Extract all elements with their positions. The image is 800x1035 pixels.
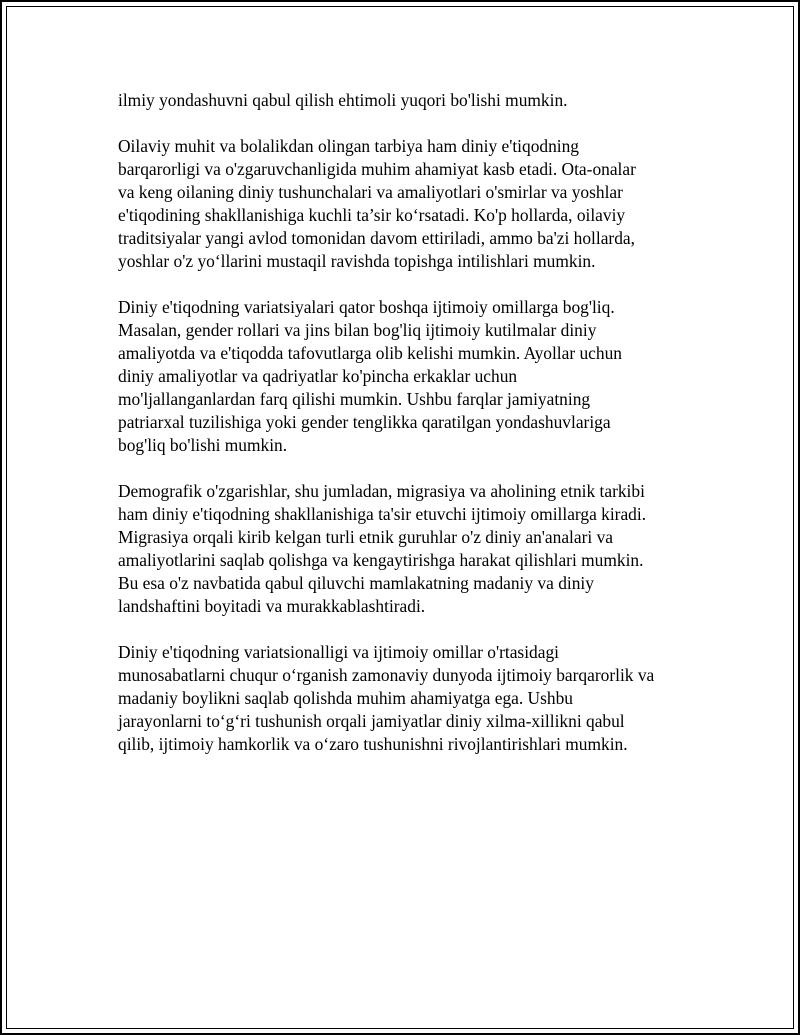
text-line: Diniy e'tiqodning variatsionalligi va ijtimoiy omillar o'rtasidagi <box>118 642 559 662</box>
paragraph-2 <box>118 135 698 273</box>
text-line: yoshlar o'z yo‘llarini mustaqil ravishda topishga intilishlari mumkin. <box>118 251 596 271</box>
text-line: traditsiyalar yangi avlod tomonidan davom ettiriladi, ammo ba'zi hollarda, <box>118 228 635 248</box>
paragraph-5 <box>118 641 698 756</box>
text-line: patriarxal tuzilishiga yoki gender tenglikka qaratilgan yondashuvlariga <box>118 412 611 432</box>
text-line: amaliyotda va e'tiqodda tafovutlarga olib kelishi mumkin. Ayollar uchun <box>118 343 622 363</box>
text-line: Demografik o'zgarishlar, shu jumladan, migrasiya va aholining etnik tarkibi <box>118 481 645 501</box>
text-line: diniy amaliyotlar va qadriyatlar ko'pincha erkaklar uchun <box>118 366 518 386</box>
text-line: e'tiqodining shakllanishiga kuchli ta’sir ko‘rsatadi. Ko'p hollarda, oilaviy <box>118 205 626 225</box>
text-line: Masalan, gender rollari va jins bilan bog'liq ijtimoiy kutilmalar diniy <box>118 320 597 340</box>
text-line: Migrasiya orqali kirib kelgan turli etnik guruhlar o'z diniy an'analari va <box>118 527 613 547</box>
text-line: Oilaviy muhit va bolalikdan olingan tarbiya ham diniy e'tiqodning <box>118 136 580 156</box>
text-line: jarayonlarni to‘g‘ri tushunish orqali jamiyatlar diniy xilma-xillikni qabul <box>118 711 625 731</box>
text-line: landshaftini boyitadi va murakkablashtiradi. <box>118 596 426 616</box>
text-line: Bu esa o'z navbatida qabul qiluvchi mamlakatning madaniy va diniy <box>118 573 594 593</box>
text-line: qilib, ijtimoiy hamkorlik va o‘zaro tushunishni rivojlantirishlari mumkin. <box>118 734 628 754</box>
text-line: barqarorligi va o'zgaruvchanligida muhim ahamiyat kasb etadi. Ota-onalar <box>118 159 636 179</box>
text-line: va keng oilaning diniy tushunchalari va amaliyotlari o'smirlar va yoshlar <box>118 182 623 202</box>
document-body <box>118 89 698 779</box>
text-line: ham diniy e'tiqodning shakllanishiga ta'sir etuvchi ijtimoiy omillarga kiradi. <box>118 504 647 524</box>
text-line: Diniy e'tiqodning variatsiyalari qator boshqa ijtimoiy omillarga bog'liq. <box>118 297 615 317</box>
text-line: amaliyotlarini saqlab qolishga va kengaytirishga harakat qilishlari mumkin. <box>118 550 644 570</box>
paragraph-1 <box>118 89 698 112</box>
text-line: bog'liq bo'lishi mumkin. <box>118 435 288 455</box>
text-line: madaniy boylikni saqlab qolishda muhim ahamiyatga ega. Ushbu <box>118 688 573 708</box>
text-line: mo'ljallanganlardan farq qilishi mumkin. Ushbu farqlar jamiyatning <box>118 389 591 409</box>
text-line: munosabatlarni chuqur o‘rganish zamonaviy dunyoda ijtimoiy barqarorlik va <box>118 665 655 685</box>
paragraph-4 <box>118 480 698 618</box>
text-line: ilmiy yondashuvni qabul qilish ehtimoli yuqori bo'lishi mumkin. <box>118 90 568 110</box>
paragraph-3 <box>118 296 698 457</box>
